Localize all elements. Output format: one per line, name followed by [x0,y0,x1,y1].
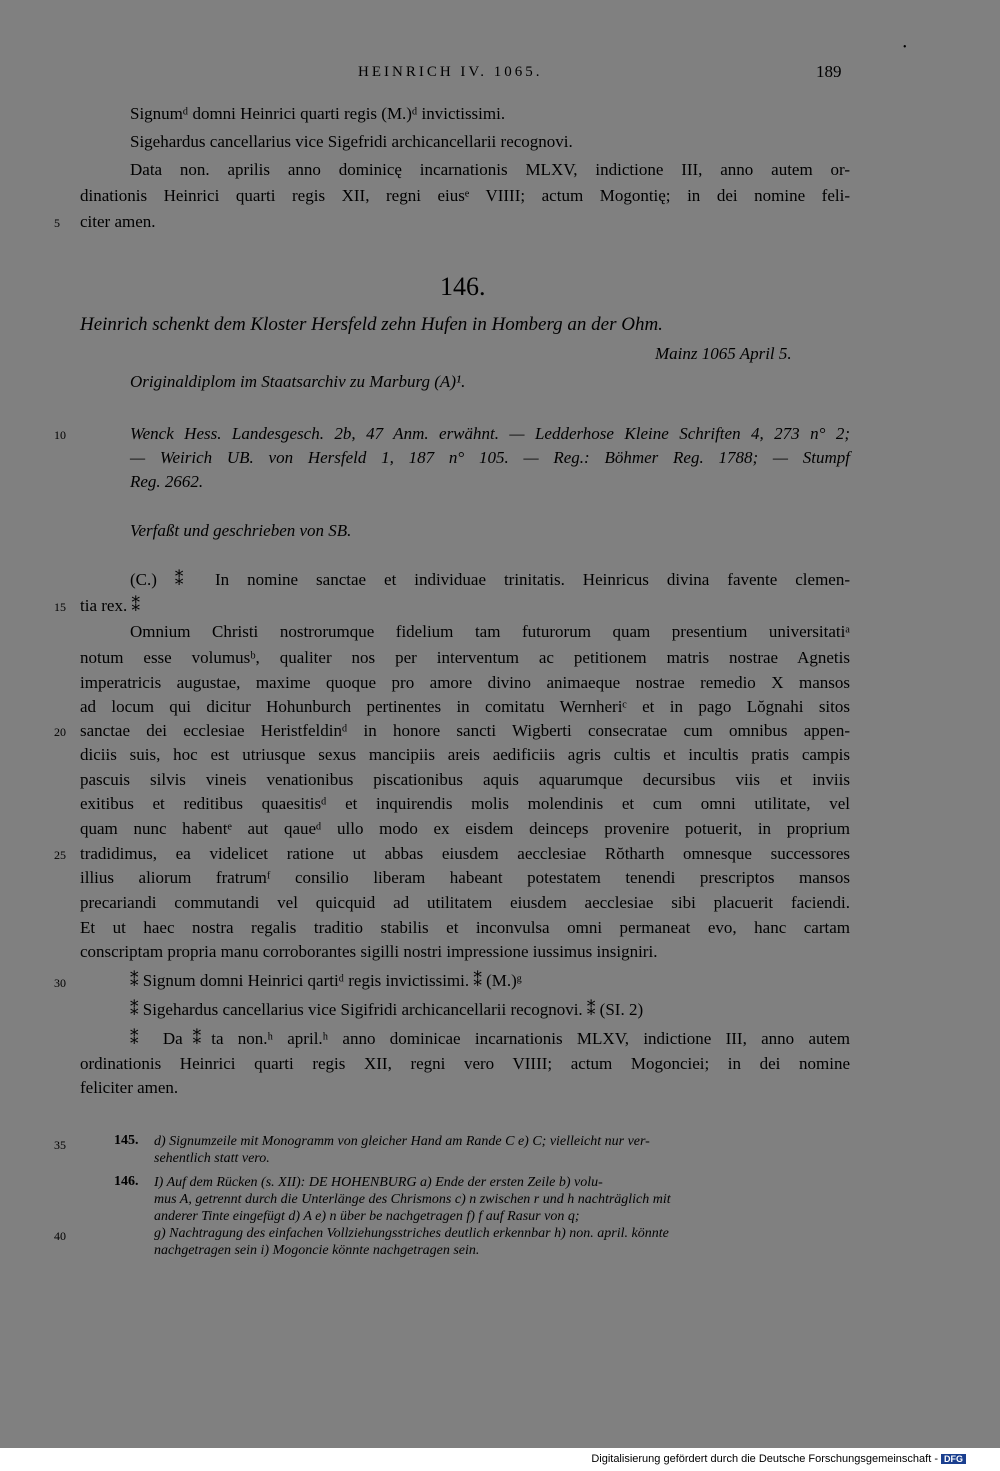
datum-line: ordinationis Heinrici quarti regis XII, regni vero VIIII; actum Mogonciei; in dei nomine [80,1054,850,1073]
author-note: Verfaßt und geschrieben von SB. [130,521,352,540]
text-line: dinationis Heinrici quarti regis XII, regni eiusᵉ VIIII; actum Mogontię; in dei nomine feli- [80,186,850,205]
text-line: ad locum qui dicitur Hohunburch pertinentes in comitatu Wernheriᶜ et in pago Lŏgnahi sitos [80,697,850,716]
charter-number: 146. [440,272,486,301]
original-source: Originaldiplom im Staatsarchiv zu Marburg (A)¹. [130,372,466,391]
text-line: Signumᵈ domni Heinrici quarti regis (M.)ᵈ invictissimi. [130,104,506,123]
text-line: notum esse volumusᵇ, qualiter nos per interventum ac petitionem matris nostrae Agnetis [80,648,850,667]
charter-regest: Heinrich schenkt dem Kloster Hersfeld zehn Hufen in Homberg an der Ohm. [80,314,663,335]
literature-line: Wenck Hess. Landesgesch. 2b, 47 Anm. erwähnt. — Ledderhose Kleine Schriften 4, 273 n° 2; [130,424,850,443]
footnote-number: 146. [114,1174,139,1189]
text-line: Data non. aprilis anno dominicę incarnationis MLXV, indictione III, anno autem or- [130,160,850,179]
text-line: tradidimus, ea videlicet ratione ut abbas eiusdem aecclesiae Rŏtharth omnesque successores [80,844,850,863]
line-number: 25 [54,848,66,862]
text-line: exitibus et reditibus quaesitisᵈ et inquirendis molis molendinis et cum omni utilitate, vel [80,794,850,813]
recognition-line: ⁑ Sigehardus cancellarius vice Sigifridi archicancellarii recognovi. ⁑ (SI. 2) [130,1000,644,1019]
footnote-line: g) Nachtragung des einfachen Vollziehungsstriches deutlich erkennbar h) non. april. könnte [154,1226,669,1241]
signum-line: ⁑ Signum domni Heinrici qartiᵈ regis invictissimi. ⁑ (M.)ᵍ [130,971,522,990]
line-number: 10 [54,428,66,442]
text-line: quam nunc habentᵉ aut qaueᵈ ullo modo ex eisdem deinceps provenire potuerit, in proprium [80,819,850,838]
text-line: Et ut haec nostra regalis traditio stabilis et inconvulsa omni permaneat evo, hanc cartam [80,918,850,937]
line-number: 35 [54,1138,66,1152]
date-place: Mainz 1065 April 5. [655,344,792,363]
line-number: 15 [54,600,66,614]
running-title: HEINRICH IV. 1065. [358,64,543,80]
datum-line: feliciter amen. [80,1078,179,1097]
footnote-line: nachgetragen sein i) Mogoncie könnte nachgetragen sein. [154,1243,480,1258]
datum-line: ⁑ Da⁑ta non.ʰ april.ʰ anno dominicae incarnationis MLXV, indictione III, anno autem [130,1029,850,1048]
page-number: 189 [816,62,842,81]
footnote-number: 145. [114,1133,139,1148]
text-line: sanctae dei ecclesiae Heristfeldinᵈ in honore sancti Wigberti consecratae cum omnibus appen- [80,721,850,740]
line-number: 40 [54,1229,66,1243]
dfg-credit [591,1453,966,1465]
credit-text: Digitalisierung gefördert durch die Deutsche Forschungsgemeinschaft - [591,1453,938,1465]
text-line: conscriptam propria manu corroborantes sigilli nostri impressione iussimus insigniri. [80,942,658,961]
line-number: 5 [54,216,60,230]
footnote-line: anderer Tinte eingefügt d) A e) n über be nachgetragen f) f auf Rasur von q; [154,1209,580,1224]
text-line: diciis suis, hoc est utriusque sexus mancipiis areis aedificiis agris cultis et incultis pratis campis [80,745,850,764]
text-line: citer amen. [80,212,156,231]
text-line: Sigehardus cancellarius vice Sigefridi archicancellarii recognovi. [130,132,573,151]
text-line: imperatricis augustae, maxime quoque pro amore divino animaeque nostrae remedio X mansos [80,673,850,692]
text-line: Omnium Christi nostrorumque fidelium tam futurorum quam presentium universitatiᵃ [130,622,850,641]
line-number: 20 [54,725,66,739]
footnote-line: I) Auf dem Rücken (s. XII): DE HOHENBURG a) Ende der ersten Zeile b) volu- [154,1175,603,1190]
text-line: precariandi commutandi vel quicquid ad utilitatem eiusdem aecclesiae sibi placuerit faciendi. [80,893,850,912]
footnote-line: sehentlich statt vero. [154,1151,270,1166]
speck: • [903,42,907,53]
dfg-logo: DFG [941,1454,966,1464]
footnote-line: d) Signumzeile mit Monogramm von gleicher Hand am Rande C e) C; vielleicht nur ver- [154,1134,650,1149]
footnote-line: mus A, getrennt durch die Unterlänge des Chrismons c) n zwischen r und h nachträglich mit [154,1192,671,1207]
literature-line: — Weirich UB. von Hersfeld 1, 187 n° 105. — Reg.: Böhmer Reg. 1788; — Stumpf [130,448,850,467]
text-line: tia rex. ⁑ [80,596,140,615]
text-line: (C.) ⁑ In nomine sanctae et individuae trinitatis. Heinricus divina favente clemen- [130,570,850,589]
line-number: 30 [54,976,66,990]
literature-line: Reg. 2662. [130,472,204,491]
text-line: illius aliorum fratrumᶠ consilio liberam habeant potestatem tenendi prescriptos mansos [80,868,850,887]
text-line: pascuis silvis vineis venationibus piscationibus aquis aquarumque decursibus viis et inviis [80,770,850,789]
